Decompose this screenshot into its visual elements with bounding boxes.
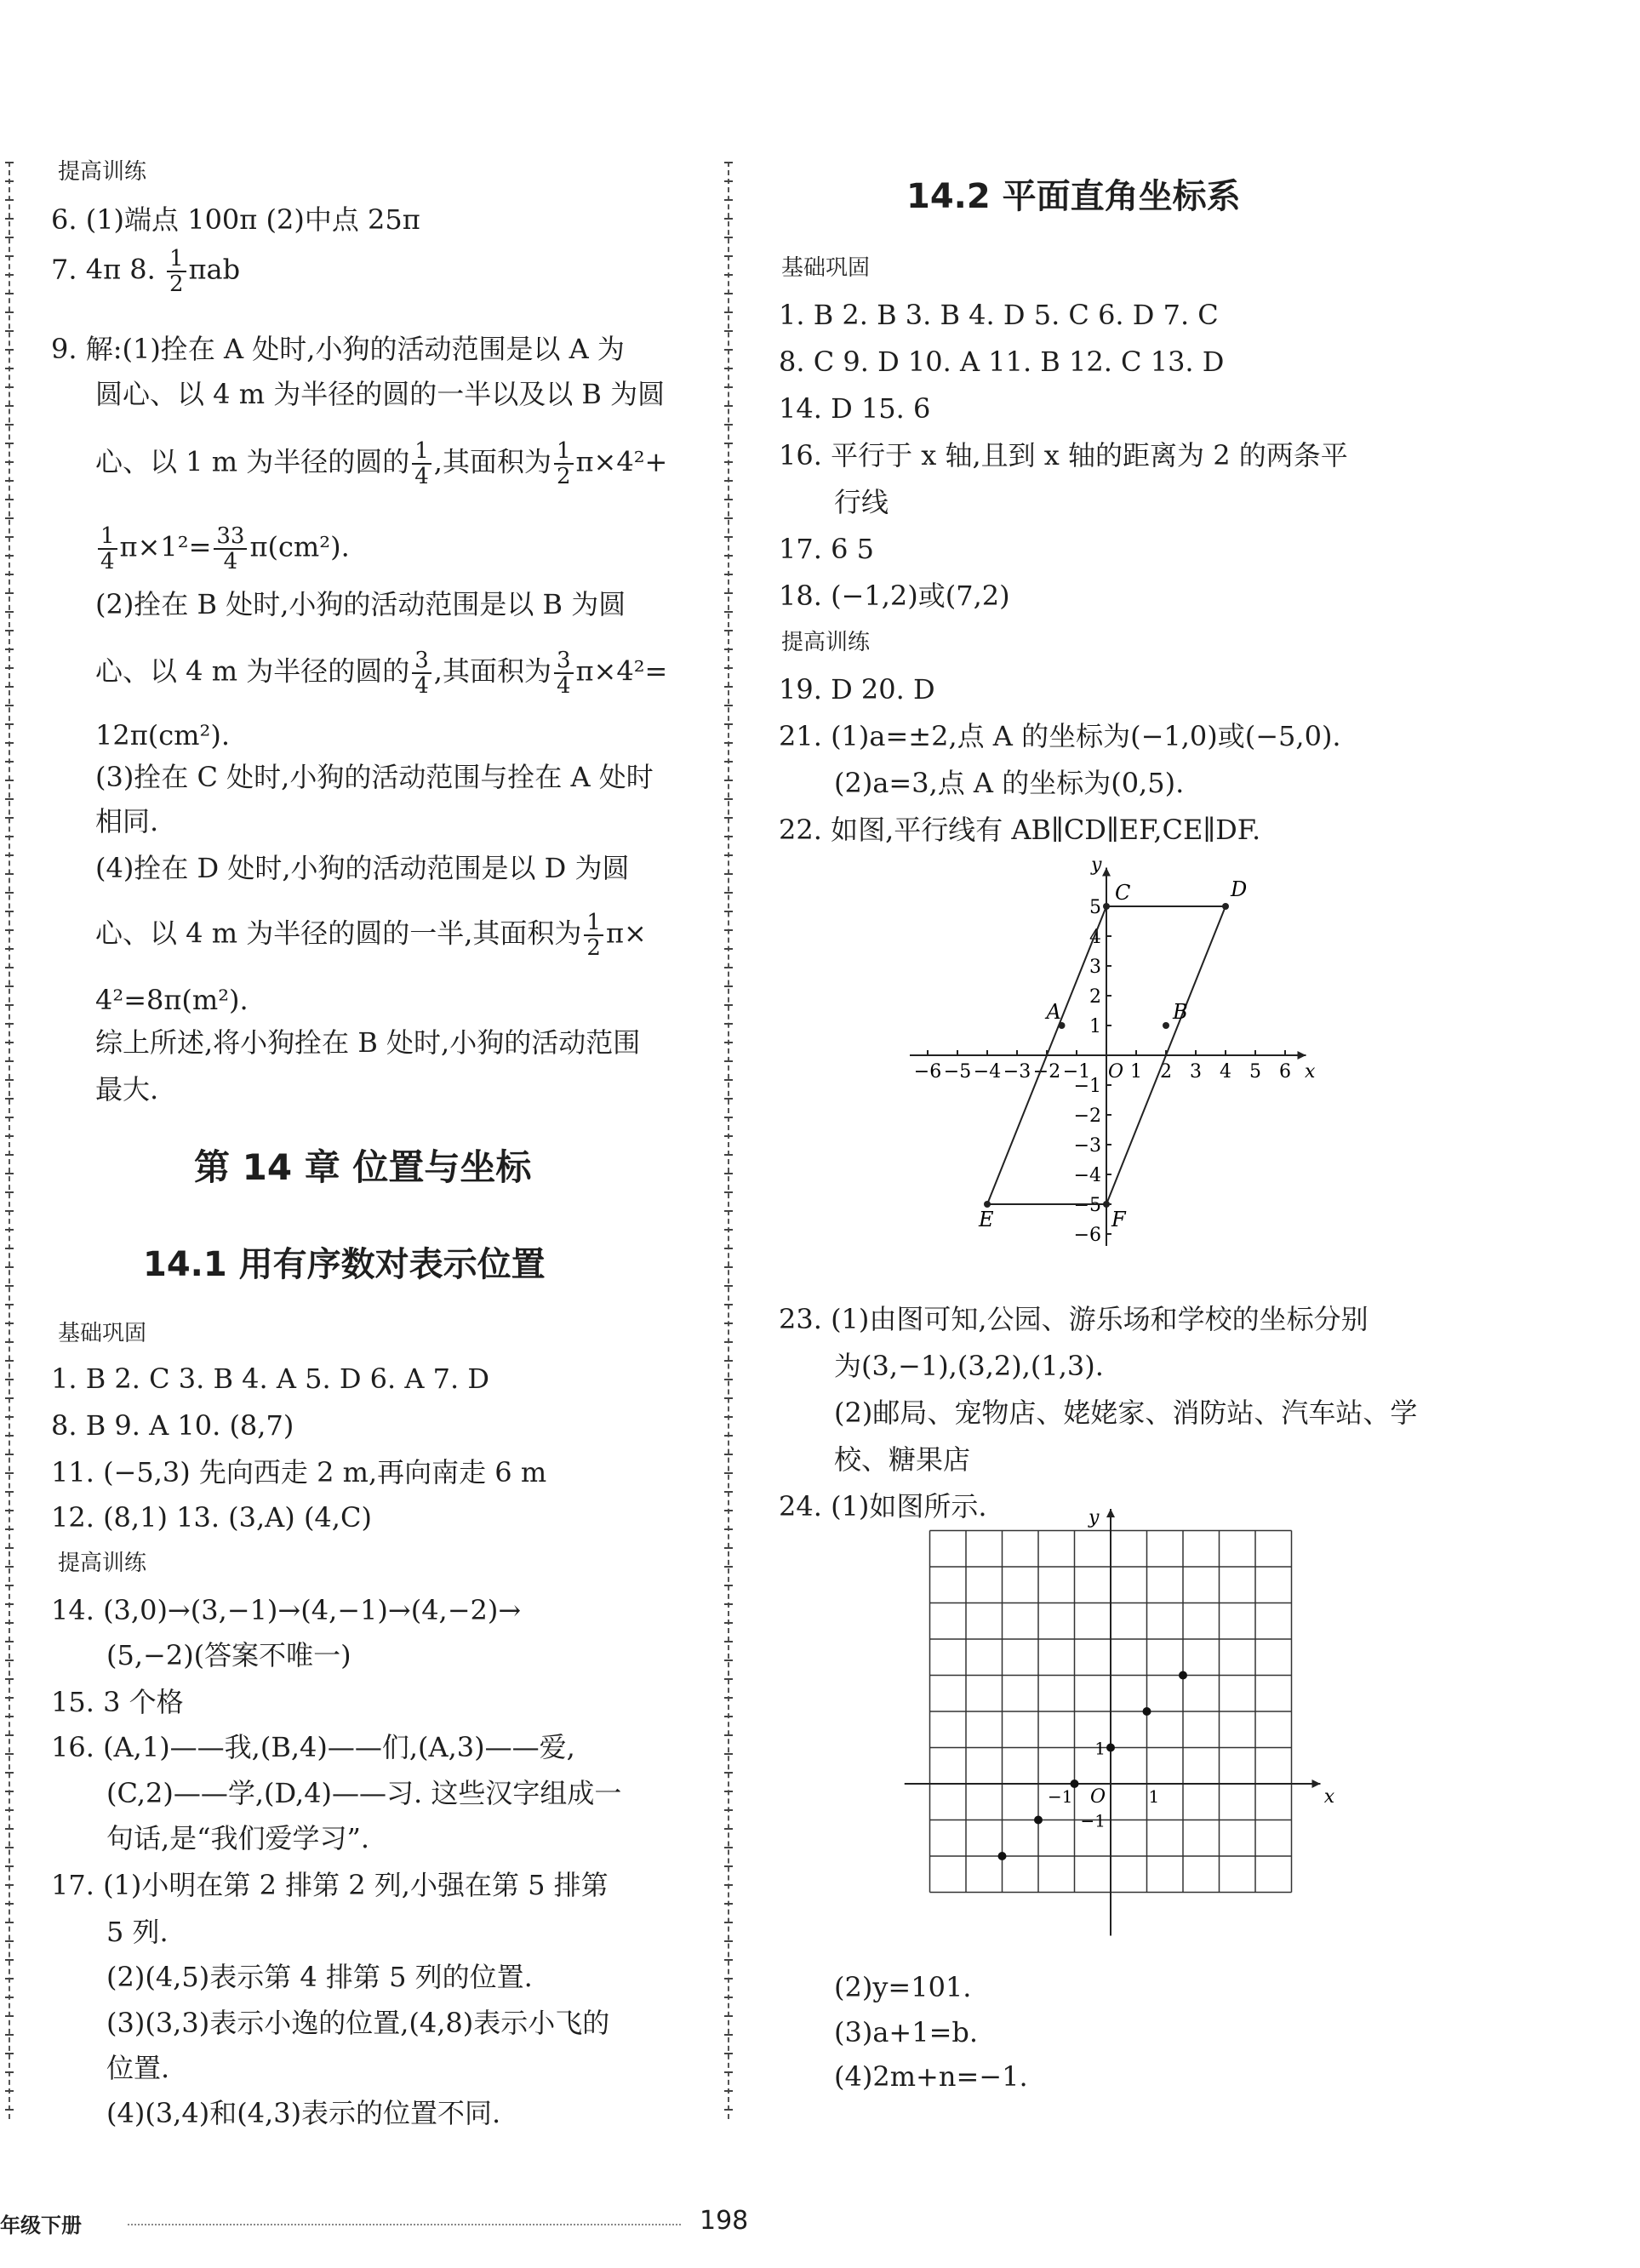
answer-15: 15. 3 个格 [51,1686,184,1718]
answer-11: 11. (−5,3) 先向西走 2 m,再向南走 6 m [51,1456,547,1488]
x-tick-label: 6 [1279,1061,1291,1083]
y-tick-label: −1 [1073,1076,1101,1097]
answer-17-line2: 5 列. [106,1916,169,1948]
footer-grade: 年级下册 [0,2214,82,2237]
x-tick-label: 1 [1130,1061,1142,1083]
x-tick-label: 2 [1160,1061,1172,1083]
tick-label-x-neg: −1 [1048,1786,1073,1807]
answer-r-23-line3: (2)邮局、宠物店、姥姥家、消防站、汽车站、学 [834,1397,1418,1429]
answer-9-line3: 心、以 1 m 为半径的圆的 $\frac{1}{4}$ ,其面积为 $\frac{1}{2}$ π×4²+ [95,438,668,489]
x-tick-label: −5 [943,1061,972,1083]
grid-point-2 [1034,1816,1043,1825]
y-tick-label: −4 [1073,1165,1101,1186]
y-axis-arrow [1106,1509,1115,1517]
answer-16-line1: 16. (A,1)——我,(B,4)——们,(A,3)——爱, [51,1731,575,1763]
subheading-tigao-2: 提高训练 [58,1551,147,1576]
answer-r-16-line1: 16. 平行于 x 轴,且到 x 轴的距离为 2 的两条平 [779,439,1348,471]
answers-r-1-7: 1. B 2. B 3. B 4. D 5. C 6. D 7. C [779,299,1219,331]
answer-r-18: 18. (−1,2)或(7,2) [779,580,1010,612]
point-label-E: E [979,1208,994,1231]
origin-label: O [1108,1061,1124,1083]
answer-r-16-line2: 行线 [834,486,889,518]
answer-r-24-line4: (4)2m+n=−1. [834,2060,1028,2093]
x-axis-label: x [1323,1786,1335,1808]
page-number: 198 [700,2206,749,2236]
x-tick-label: 5 [1249,1061,1261,1083]
origin-label: O [1090,1786,1106,1808]
tick-label-x-pos: 1 [1148,1786,1160,1807]
point-E [984,1201,991,1208]
x-tick-label: −4 [973,1061,1002,1083]
answer-r-23-line4: 校、糖果店 [834,1443,971,1476]
answer-9-line6: 心、以 4 m 为半径的圆的 $\frac{3}{4}$ ,其面积为 $\frac{3}{4}$ π×4²= [95,648,668,699]
x-tick-label: 4 [1220,1061,1231,1083]
subheading-jichu-right: 基础巩固 [781,255,871,281]
answers-r-8-13: 8. C 9. D 10. A 11. B 12. C 13. D [779,346,1225,378]
answer-r-17: 17. 6 5 [779,533,874,565]
section-title-14-2: 14.2 平面直角坐标系 [906,177,1241,216]
answers-r-19-20: 19. D 20. D [779,673,935,706]
left-margin-ticks [5,162,14,2119]
coordinate-grid-24 [902,1507,1335,1949]
answer-9-line1: 9. 解:(1)拴在 A 处时,小狗的活动范围是以 A 为 [51,333,625,365]
y-tick-label: 1 [1089,1016,1101,1037]
answer-17-line1: 17. (1)小明在第 2 排第 2 列,小强在第 5 排第 [51,1869,609,1901]
answers-1-7: 1. B 2. C 3. B 4. A 5. D 6. A 7. D [51,1363,489,1395]
y-axis-arrow [1102,868,1111,877]
point-D [1222,903,1229,910]
point-label-F: F [1111,1208,1126,1231]
y-tick-label: 3 [1089,957,1101,978]
x-axis-arrow [1312,1780,1321,1788]
grid-point-4 [1106,1744,1115,1752]
answer-16-line2: (C,2)——学,(D,4)——习. 这些汉字组成一 [106,1777,622,1809]
answer-r-21-line2: (2)a=3,点 A 的坐标为(0,5). [834,767,1185,799]
answer-9-line2: 圆心、以 4 m 为半径的圆的一半以及以 B 为圆 [95,378,666,410]
answer-17-line4: (3)(3,3)表示小逸的位置,(4,8)表示小飞的 [106,2007,610,2039]
answers-r-14-15: 14. D 15. 6 [779,392,931,425]
grid-point-3 [1071,1780,1079,1788]
answer-9-line13: 综上所述,将小狗拴在 B 处时,小狗的活动范围 [95,1026,641,1059]
x-tick-label: 3 [1190,1061,1202,1083]
answer-9-line9: 相同. [95,805,159,837]
y-tick-label: 2 [1089,986,1101,1008]
grid-point-6 [1179,1671,1187,1680]
x-tick-label: −2 [1032,1061,1061,1083]
answer-17-line6: (4)(3,4)和(4,3)表示的位置不同. [106,2097,501,2129]
subheading-tigao: 提高训练 [58,159,147,185]
answer-r-24-line3: (3)a+1=b. [834,2016,979,2048]
x-axis-label: x [1305,1061,1316,1083]
x-axis-arrow [1298,1051,1306,1060]
answer-r-23-line1: 23. (1)由图可知,公园、游乐场和学校的坐标分别 [779,1303,1369,1335]
y-tick-label: −5 [1073,1195,1101,1216]
answer-r-24-line1: 24. (1)如图所示. [779,1490,987,1522]
subheading-jichu: 基础巩固 [58,1321,147,1346]
y-tick-label: 5 [1089,897,1101,918]
subheading-tigao-right: 提高训练 [781,630,871,655]
answer-9-line8: (3)拴在 C 处时,小狗的活动范围与拴在 A 处时 [95,761,654,793]
chapter-title: 第 14 章 位置与坐标 [194,1146,532,1188]
x-tick-label: −1 [1062,1061,1091,1083]
answer-17-line3: (2)(4,5)表示第 4 排第 5 列的位置. [106,1961,533,1993]
y-tick-label: −2 [1073,1105,1101,1127]
answer-9-line4: $\frac{1}{4}$ π×1²= $\frac{33}{4}$ π(cm²). [95,524,350,574]
answer-9-line5: (2)拴在 B 处时,小狗的活动范围是以 B 为圆 [95,588,626,620]
tick-label-y-pos: 1 [1094,1738,1106,1759]
answers-8-10: 8. B 9. A 10. (8,7) [51,1409,294,1442]
answer-r-21-line1: 21. (1)a=±2,点 A 的坐标为(−1,0)或(−5,0). [779,720,1341,752]
answer-r-22: 22. 如图,平行线有 AB∥CD∥EF,CE∥DF. [779,814,1261,846]
answer-r-23-line2: 为(3,−1),(3,2),(1,3). [834,1350,1104,1382]
answer-9-line14: 最大. [95,1073,159,1105]
point-label-C: C [1115,881,1131,905]
tick-label-y-neg: −1 [1080,1810,1106,1831]
footer-divider [128,2224,681,2225]
answer-16-line3: 句话,是“我们爱学习”. [106,1822,370,1854]
answer-9-line10: (4)拴在 D 处时,小狗的活动范围是以 D 为圆 [95,852,630,884]
point-C [1103,903,1110,910]
section-title-14-1: 14.1 用有序数对表示位置 [143,1245,546,1284]
y-tick-label: −3 [1073,1135,1101,1157]
grid-point-5 [1143,1707,1151,1716]
point-F [1103,1201,1110,1208]
x-tick-label: −3 [1003,1061,1031,1083]
column-separator-ticks [724,162,733,2119]
coordinate-graph-22 [902,854,1345,1268]
y-tick-label: −6 [1073,1225,1101,1246]
x-tick-label: −6 [913,1061,942,1083]
answer-r-24-line2: (2)y=101. [834,1971,972,2003]
answer-7-8: 7. 4π 8. $\frac{1}{2}$ πab [51,246,241,297]
answers-12-13: 12. (8,1) 13. (3,A) (4,C) [51,1501,372,1534]
grid-point-1 [998,1852,1007,1860]
y-tick-label: 4 [1089,927,1101,948]
y-axis-label: y [1089,1507,1100,1528]
answer-14-line1: 14. (3,0)→(3,−1)→(4,−1)→(4,−2)→ [51,1594,522,1626]
y-axis-label: y [1091,854,1102,876]
answer-17-line5: 位置. [106,2052,170,2084]
answer-9-line7: 12π(cm²). [95,719,230,751]
point-label-D: D [1231,877,1248,901]
answer-9-line12: 4²=8π(m²). [95,984,249,1016]
answer-6: 6. (1)端点 100π (2)中点 25π [51,203,420,236]
answer-14-line2: (5,−2)(答案不唯一) [106,1639,351,1671]
point-label-B: B [1173,1000,1188,1024]
point-B [1163,1022,1169,1029]
point-label-A: A [1046,1000,1061,1024]
answer-9-line11: 心、以 4 m 为半径的圆的一半,其面积为 $\frac{1}{2}$ π× [95,910,647,961]
